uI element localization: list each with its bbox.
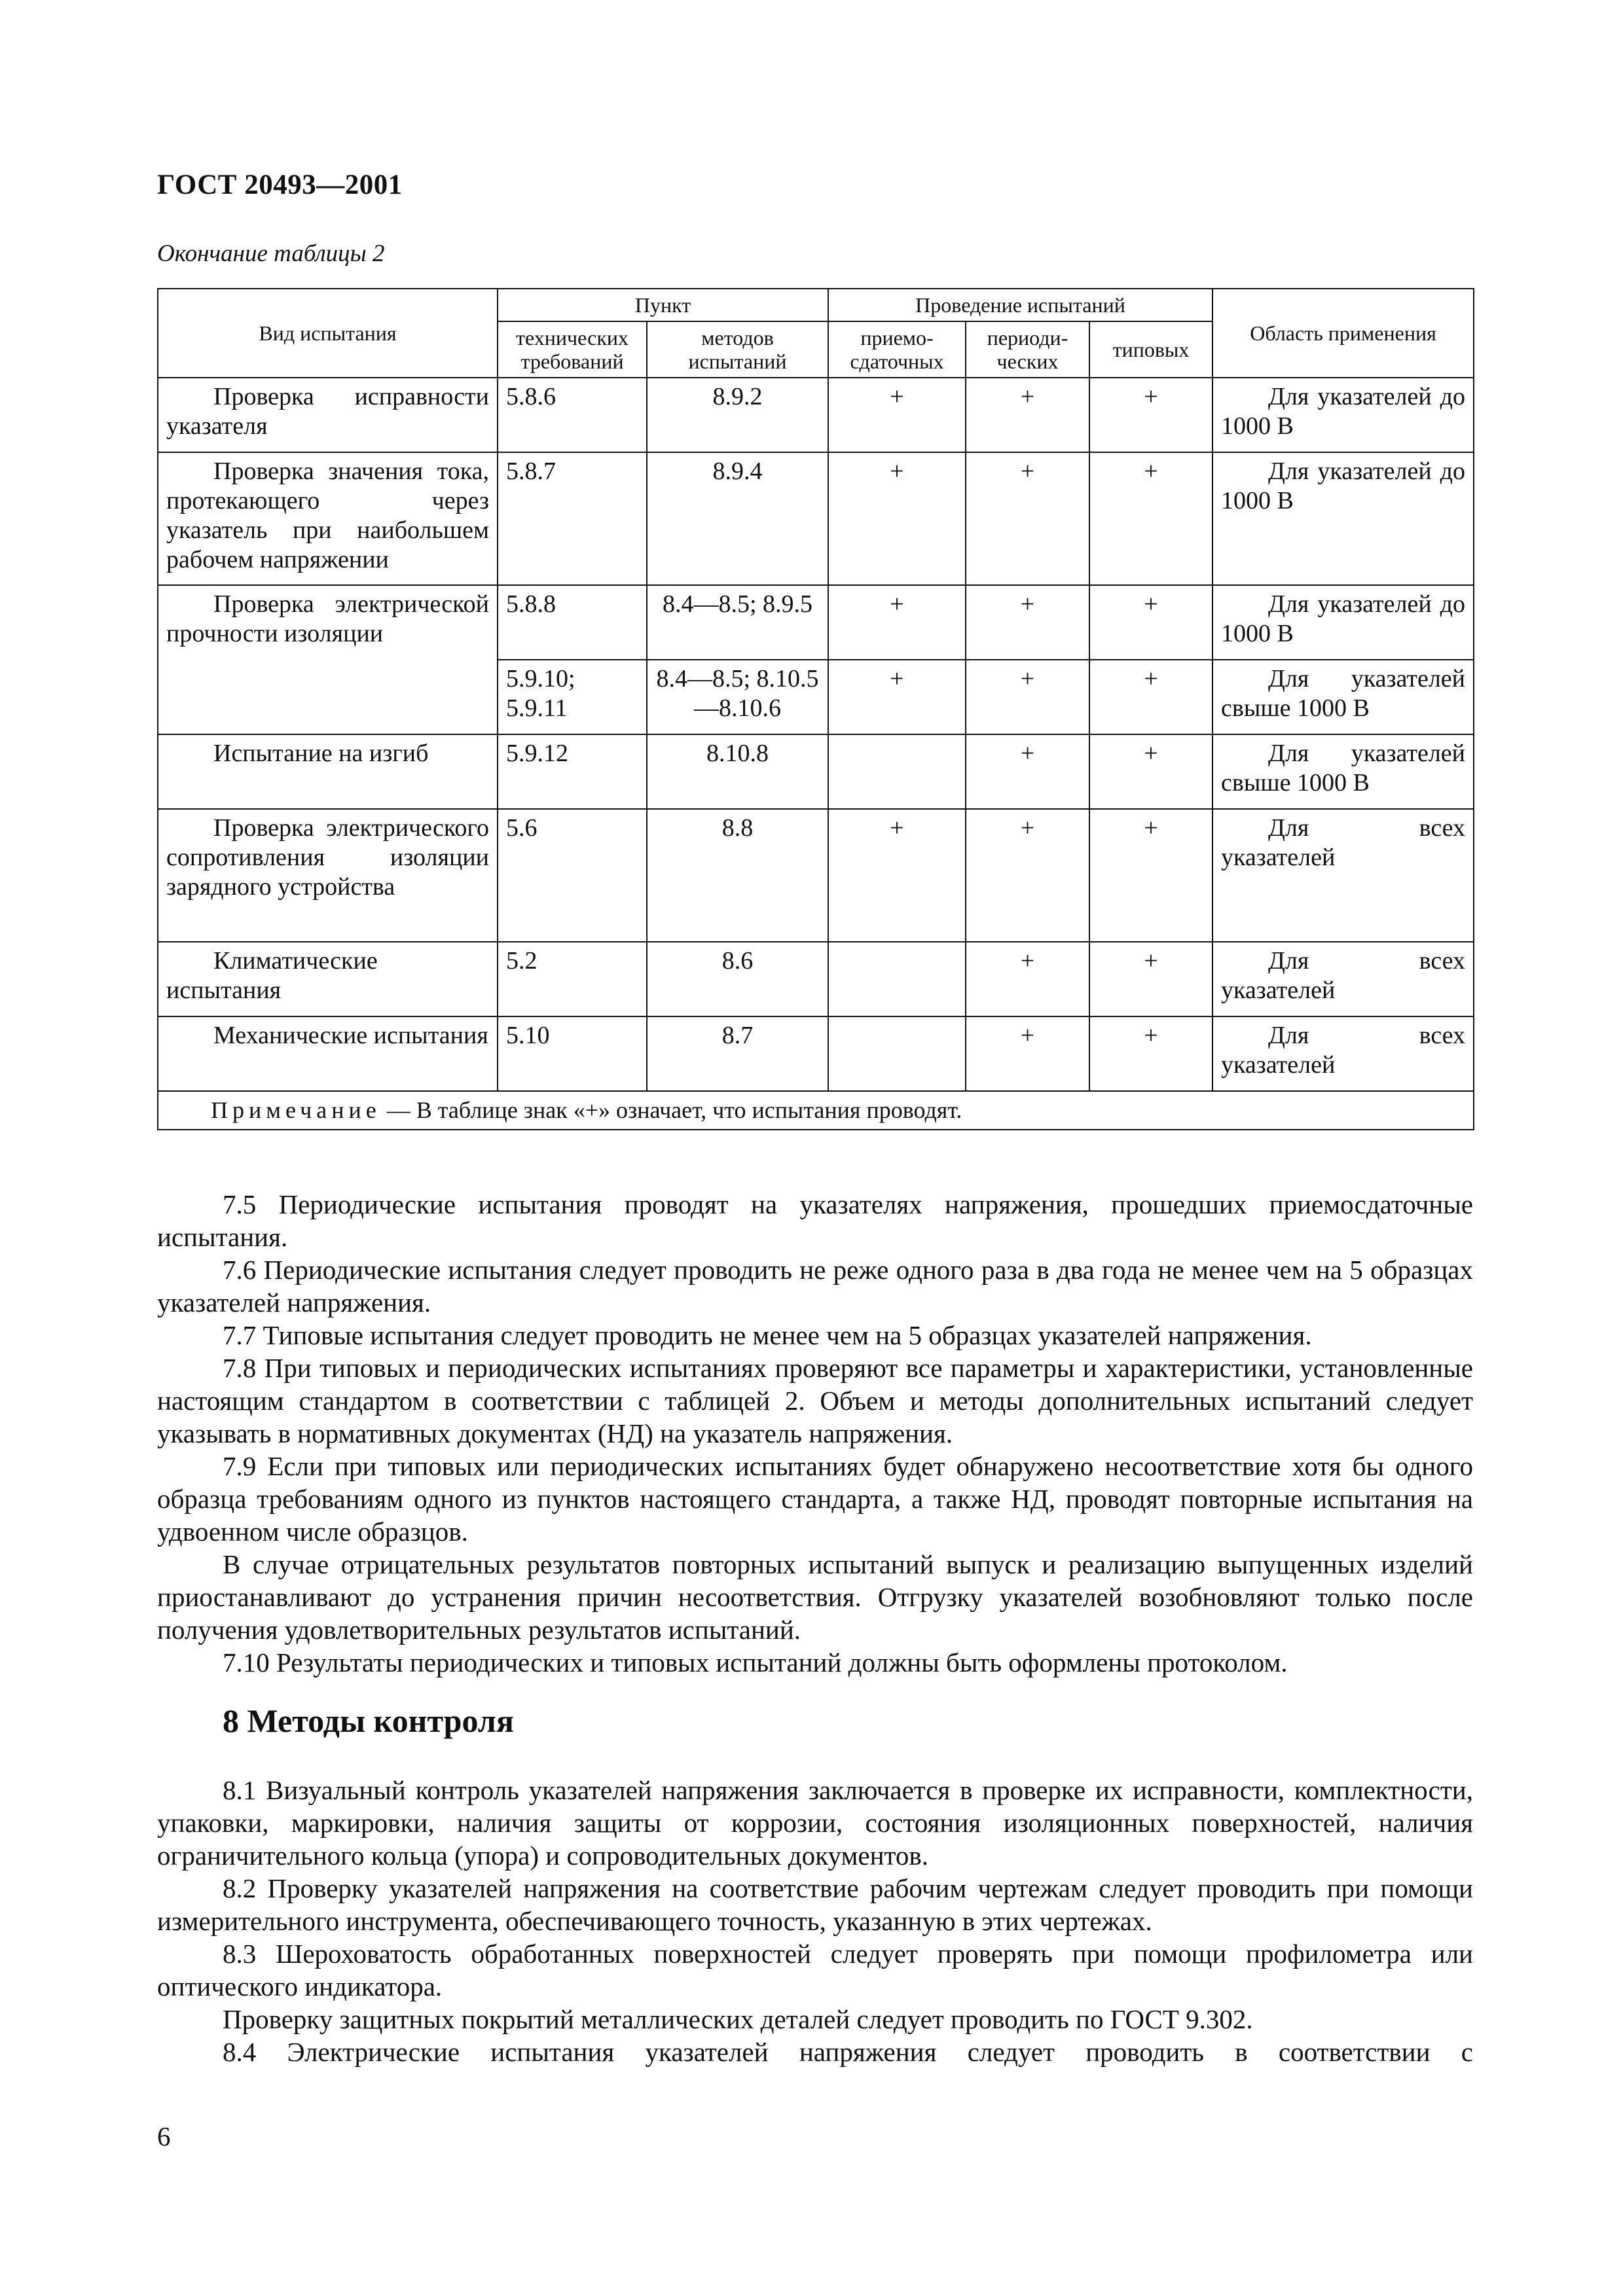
acceptance-cell — [828, 734, 966, 809]
paragraph-7-9: 7.9 Если при типовых или периодических испытаниях будет обнаружено несоответствие хотя бы одного образца требованиям одного из пунктов настоящего стандарта, а также НД, проводят повторные испытания на удвоенном числе образцов. — [157, 1451, 1473, 1547]
periodic-cell: + — [966, 660, 1089, 734]
periodic-cell: + — [966, 734, 1089, 809]
periodic-cell: + — [966, 585, 1089, 660]
scope-cell: Для всех указателей — [1213, 809, 1474, 942]
tech-req-cell: 5.9.12 — [498, 734, 647, 809]
paragraph-8-3-continuation: Проверку защитных покрытий металлических деталей следует проводить по ГОСТ 9.302. — [223, 2004, 1253, 2034]
periodic-cell: + — [966, 1016, 1089, 1091]
tech-req-cell: 5.6 — [498, 809, 647, 942]
paragraph-7-8: 7.8 При типовых и периодических испытаниях проверяют все параметры и характеристики, установленные настоящим стандартом в соответствии с таблицей 2. Объем и методы дополнительных испытаний следует указывать в нормативных документах (НД) на указатель напряжения. — [157, 1353, 1473, 1448]
table-row — [158, 942, 1474, 1016]
paragraph-7-5: 7.5 Периодические испытания проводят на указателях напряжения, прошедших приемосдаточные испытания. — [157, 1189, 1473, 1252]
periodic-cell: + — [966, 809, 1089, 942]
table-row — [158, 585, 1474, 660]
scope-cell: Для указателей свыше 1000 В — [1213, 734, 1474, 809]
table-caption: Окончание таблицы 2 — [157, 240, 385, 267]
table-note-row — [158, 1091, 1474, 1130]
paragraph-7-9-continuation: В случае отрицательных результатов повторных испытаний выпуск и реализацию выпущенных изделий приостанавливают до устранения причин несоответствия. Отгрузку указателей возобновляют только после получения удовлетворительных результатов испытаний. — [157, 1549, 1473, 1645]
section-8-heading: 8 Методы контроля — [223, 1702, 514, 1739]
paragraph-8-4: 8.4 Электрические испытания указателей напряжения следует проводить в соответствии с — [223, 2037, 1473, 2067]
type-cell: + — [1089, 452, 1213, 585]
method-cell: 8.4—8.5; 8.9.5 — [647, 585, 828, 660]
paragraph-7-6: 7.6 Периодические испытания следует проводить не реже одного раза в два года не менее чем на 5 образцах указателей напряжения. — [157, 1255, 1473, 1318]
tech-req-cell: 5.8.7 — [498, 452, 647, 585]
scope-cell: Для указателей до 1000 В — [1213, 378, 1474, 452]
method-cell: 8.7 — [647, 1016, 828, 1091]
test-name-cell: Механические испытания — [158, 1016, 498, 1091]
paragraph-8-1: 8.1 Визуальный контроль указателей напряжения заключается в проверке их исправности, комплектности, упаковки, маркировки, наличия защиты от коррозии, состояния изоляционных поверхностей, наличия ограничительного кольца (упора) и сопроводительных документов. — [157, 1775, 1473, 1871]
table-row — [158, 809, 1474, 942]
tech-req-cell: 5.8.6 — [498, 378, 647, 452]
acceptance-cell — [828, 1016, 966, 1091]
type-cell: + — [1089, 734, 1213, 809]
method-cell: 8.9.4 — [647, 452, 828, 585]
note-text: — В таблице знак «+» означает, что испытания проводят. — [380, 1097, 962, 1123]
test-name-cell: Проверка исправности указателя — [158, 378, 498, 452]
periodic-cell: + — [966, 942, 1089, 1016]
periodic-cell: + — [966, 378, 1089, 452]
test-name-cell: Климатические испытания — [158, 942, 498, 1016]
paragraph-8-3: 8.3 Шероховатость обработанных поверхностей следует проверять при помощи профилометра или оптического индикатора. — [157, 1939, 1473, 2001]
scope-cell: Для всех указателей — [1213, 942, 1474, 1016]
method-cell: 8.10.8 — [647, 734, 828, 809]
header-test-type: Вид испытания — [158, 289, 498, 378]
header-test-methods: методов испытаний — [647, 321, 828, 378]
tech-req-cell: 5.10 — [498, 1016, 647, 1091]
table-header-row — [158, 289, 1474, 321]
header-tech-req: технических требований — [498, 321, 647, 378]
method-cell: 8.8 — [647, 809, 828, 942]
page-number: 6 — [157, 2121, 171, 2151]
acceptance-cell: + — [828, 585, 966, 660]
method-cell: 8.9.2 — [647, 378, 828, 452]
note-label: Примечание — [211, 1097, 381, 1123]
type-cell: + — [1089, 1016, 1213, 1091]
table-row — [158, 1016, 1474, 1091]
type-cell: + — [1089, 378, 1213, 452]
header-item-group: Пункт — [498, 289, 828, 321]
acceptance-cell: + — [828, 452, 966, 585]
header-acceptance: приемо-сдаточных — [828, 321, 966, 378]
test-name-cell: Проверка значения тока, протекающего через указатель при наибольшем рабочем напряжении — [158, 452, 498, 585]
header-scope: Область применения — [1213, 289, 1474, 378]
tests-table — [157, 288, 1474, 1130]
acceptance-cell — [828, 942, 966, 1016]
table-row — [158, 734, 1474, 809]
scope-cell: Для указателей свыше 1000 В — [1213, 660, 1474, 734]
header-type-tests: типовых — [1089, 321, 1213, 378]
header-conduct-group: Проведение испытаний — [828, 289, 1213, 321]
test-name-cell: Испытание на изгиб — [158, 734, 498, 809]
type-cell: + — [1089, 942, 1213, 1016]
tech-req-cell: 5.8.8 — [498, 585, 647, 660]
paragraph-7-10: 7.10 Результаты периодических и типовых испытаний должны быть оформлены протоколом. — [223, 1647, 1288, 1677]
table-note — [158, 1091, 1474, 1130]
tech-req-cell: 5.9.10; 5.9.11 — [498, 660, 647, 734]
acceptance-cell: + — [828, 378, 966, 452]
type-cell: + — [1089, 585, 1213, 660]
acceptance-cell: + — [828, 809, 966, 942]
table-row — [158, 378, 1474, 452]
paragraph-8-2: 8.2 Проверку указателей напряжения на соответствие рабочим чертежам следует проводить при помощи измерительного инструмента, обеспечивающего точность, указанную в этих чертежах. — [157, 1873, 1473, 1936]
scope-cell: Для указателей до 1000 В — [1213, 452, 1474, 585]
section-8-paragraphs — [157, 1774, 1473, 2068]
table-row — [158, 452, 1474, 585]
acceptance-cell: + — [828, 660, 966, 734]
header-periodic: периоди-ческих — [966, 321, 1089, 378]
document-code: ГОСТ 20493—2001 — [157, 170, 403, 200]
method-cell: 8.4—8.5; 8.10.5—8.10.6 — [647, 660, 828, 734]
test-name-cell: Проверка электрического сопротивления изоляции зарядного устройства — [158, 809, 498, 942]
type-cell: + — [1089, 809, 1213, 942]
test-name-cell: Проверка электрической прочности изоляции — [158, 585, 498, 734]
scope-cell: Для всех указателей — [1213, 1016, 1474, 1091]
scope-cell: Для указателей до 1000 В — [1213, 585, 1474, 660]
type-cell: + — [1089, 660, 1213, 734]
periodic-cell: + — [966, 452, 1089, 585]
method-cell: 8.6 — [647, 942, 828, 1016]
section-7-paragraphs — [157, 1188, 1473, 1679]
tech-req-cell: 5.2 — [498, 942, 647, 1016]
paragraph-7-7: 7.7 Типовые испытания следует проводить не менее чем на 5 образцах указателей напряжения. — [223, 1320, 1312, 1350]
